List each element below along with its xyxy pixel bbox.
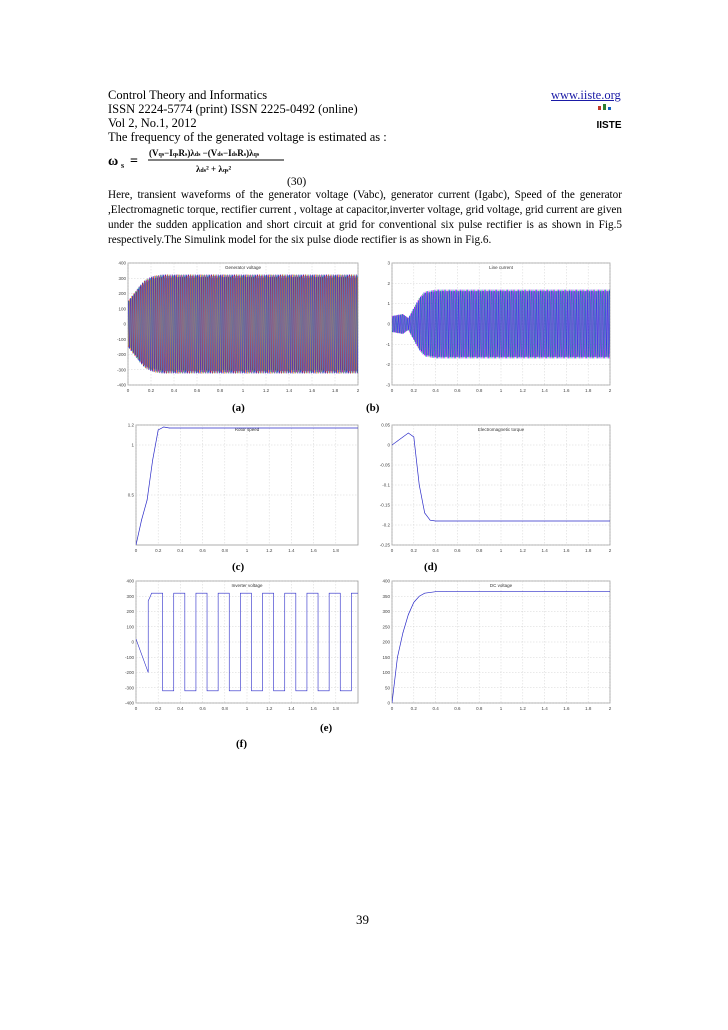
chart-rotor-speed	[116, 417, 364, 555]
y-tick-label: 0.05	[381, 422, 390, 428]
x-tick-label: 1.4	[541, 388, 548, 393]
y-tick-label: 200	[382, 639, 390, 645]
chart-title: Rotor speed	[234, 427, 260, 432]
chart-title: DC voltage	[489, 583, 513, 588]
x-tick-label: 1.4	[285, 388, 293, 393]
series-point	[419, 485, 420, 486]
x-tick-label: 1.8	[332, 706, 339, 711]
x-tick-label: 0.4	[177, 548, 184, 553]
x-tick-label: 0.8	[476, 706, 483, 711]
chart-inverter-voltage	[116, 573, 364, 713]
x-tick-label: 0.6	[454, 706, 461, 711]
y-tick-label: -0.25	[379, 542, 390, 548]
y-tick-label: 0	[387, 442, 390, 448]
svg-text:λds² + λqs²: λds² + λqs²	[196, 164, 232, 174]
x-tick-label: 0	[126, 388, 130, 393]
y-tick-label: 100	[118, 306, 126, 312]
x-tick-label: 0.4	[177, 706, 184, 711]
x-tick-label: 1.4	[288, 706, 295, 711]
x-tick-label: 1	[499, 388, 503, 393]
frequency-equation	[108, 143, 308, 177]
series-point	[408, 433, 409, 434]
chart-generator-voltage	[108, 255, 364, 395]
x-tick-label: 0	[134, 548, 138, 553]
x-tick-label: 2	[608, 706, 612, 711]
x-tick-label: 1.6	[308, 388, 316, 393]
svg-text:IISTE: IISTE	[596, 120, 622, 131]
x-tick-label: 1	[499, 706, 503, 711]
x-tick-label: 0.2	[410, 548, 417, 553]
x-tick-label: 0	[390, 388, 394, 393]
y-tick-label: -300	[124, 685, 134, 691]
x-tick-label: 1.2	[519, 706, 526, 711]
series-point	[147, 500, 148, 501]
y-tick-label: -0.1	[382, 482, 390, 488]
series-point	[424, 513, 425, 514]
y-tick-label: -0.15	[379, 502, 390, 508]
x-tick-label: 1.2	[519, 548, 526, 553]
series-point	[424, 593, 425, 594]
y-tick-label: 300	[382, 609, 390, 614]
y-tick-label: 2	[387, 280, 390, 286]
page-number: 39	[356, 912, 369, 927]
equation-number: (30)	[287, 176, 307, 188]
y-tick-label: 0	[387, 700, 390, 706]
x-tick-label: 1.6	[563, 706, 570, 711]
x-tick-label: 0.2	[410, 388, 417, 393]
x-tick-label: 0.8	[476, 388, 483, 393]
x-tick-label: 1.8	[331, 388, 339, 393]
y-tick-label: 300	[118, 275, 126, 281]
y-tick-label: -200	[124, 670, 134, 675]
series-point	[446, 591, 447, 592]
series-point	[152, 460, 153, 461]
x-tick-label: 0.6	[454, 548, 461, 553]
x-tick-label: 1	[245, 548, 249, 553]
x-tick-label: 0.4	[170, 388, 178, 393]
y-tick-label: 100	[382, 670, 390, 675]
y-tick-label: -0.2	[382, 522, 390, 528]
y-tick-label: -2	[385, 362, 390, 368]
y-tick-label: 1.2	[127, 422, 134, 428]
y-tick-label: -0.05	[379, 462, 390, 468]
x-tick-label: 1.6	[310, 706, 317, 711]
x-tick-label: 1.6	[563, 388, 570, 393]
y-tick-label: 400	[118, 260, 126, 266]
series-point	[408, 614, 409, 615]
caption-d: (d)	[424, 561, 438, 573]
x-tick-label: 0	[390, 706, 394, 711]
x-tick-label: 0.8	[221, 706, 228, 711]
y-tick-label: 0	[387, 321, 390, 327]
chart-title: Line current	[489, 265, 513, 270]
chart-title: Electromagnetic torque	[477, 427, 525, 432]
caption-b: (b)	[366, 402, 380, 414]
svg-text:(Vqs−IqsRs)λds −(Vds−IdsRs)λqs: (Vqs−IqsRs)λds −(Vds−IdsRs)λqs	[149, 148, 260, 158]
x-tick-label: 1.4	[541, 548, 548, 553]
x-tick-label: 0.6	[454, 388, 461, 393]
x-tick-label: 1.8	[585, 388, 592, 393]
series-point	[414, 602, 415, 603]
chart-dc-voltage	[372, 573, 616, 713]
x-tick-label: 0.8	[221, 548, 228, 553]
series-point	[403, 633, 404, 634]
y-tick-label: -300	[116, 367, 126, 373]
x-tick-label: 0.4	[432, 388, 439, 393]
equation-lhs: ω	[108, 154, 119, 169]
series-group	[392, 290, 610, 359]
x-tick-label: 1.2	[266, 706, 273, 711]
y-tick-label: -200	[116, 352, 126, 357]
chart-line-current	[372, 255, 616, 395]
x-tick-label: 1.4	[541, 706, 548, 711]
x-tick-label: 0.4	[432, 706, 439, 711]
y-tick-label: 350	[382, 593, 390, 599]
x-tick-label: 0.8	[476, 548, 483, 553]
x-tick-label: 2	[356, 388, 360, 393]
x-tick-label: 1.6	[563, 548, 570, 553]
x-tick-label: 1.8	[332, 548, 339, 553]
x-tick-label: 1	[499, 548, 503, 553]
journal-title: Control Theory and Informatics	[108, 88, 268, 102]
y-tick-label: 400	[126, 578, 134, 584]
series-point	[435, 591, 436, 592]
y-tick-label: 200	[118, 291, 126, 296]
y-tick-label: -400	[124, 700, 134, 706]
y-tick-label: -3	[385, 382, 390, 388]
x-tick-label: 1.2	[266, 548, 273, 553]
series-point	[141, 520, 142, 521]
y-tick-label: 50	[384, 685, 390, 691]
series-point	[163, 427, 164, 428]
y-tick-label: -100	[116, 336, 126, 342]
y-tick-label: -400	[116, 382, 126, 388]
y-tick-label: 200	[126, 609, 134, 614]
y-tick-label: 300	[126, 593, 134, 599]
series-point	[158, 430, 159, 431]
x-tick-label: 2	[608, 548, 612, 553]
series-point	[397, 441, 398, 442]
x-tick-label: 1.6	[310, 548, 317, 553]
series-group	[128, 274, 358, 373]
svg-text:s: s	[121, 161, 125, 170]
chart-electromagnetic-torque	[372, 417, 616, 555]
x-tick-label: 0.2	[155, 548, 162, 553]
svg-text:=: =	[130, 154, 138, 169]
series-point	[169, 428, 170, 429]
y-tick-label: 0.5	[127, 492, 134, 498]
caption-f: (f)	[236, 738, 247, 750]
x-tick-label: 1	[241, 388, 245, 393]
series-point	[435, 521, 436, 522]
series-point	[430, 520, 431, 521]
y-tick-label: 0	[131, 639, 134, 645]
caption-a: (a)	[232, 402, 245, 414]
x-tick-label: 0.2	[155, 706, 162, 711]
x-tick-label: 2	[608, 388, 612, 393]
x-tick-label: 0.2	[147, 388, 155, 393]
y-tick-label: 3	[387, 260, 390, 266]
intro-sentence: The frequency of the generated voltage is estimated as :	[108, 130, 387, 144]
chart-title: Generator voltage	[224, 265, 262, 270]
x-tick-label: 0.2	[410, 706, 417, 711]
y-tick-label: 150	[382, 654, 390, 660]
x-tick-label: 1.2	[262, 388, 270, 393]
y-tick-label: 1	[131, 442, 134, 448]
series-point	[403, 437, 404, 438]
y-tick-label: 250	[382, 624, 390, 630]
x-tick-label: 0.4	[432, 548, 439, 553]
x-tick-label: 1	[245, 706, 249, 711]
x-tick-label: 0.8	[216, 388, 224, 393]
y-tick-label: 0	[123, 321, 126, 327]
caption-c: (c)	[232, 561, 245, 573]
y-tick-label: 100	[126, 624, 134, 630]
issn-line: ISSN 2224-5774 (print) ISSN 2225-0492 (online)	[108, 102, 358, 116]
iiste-logo	[596, 104, 622, 132]
series-point	[414, 437, 415, 438]
journal-url-link[interactable]: www.iiste.org	[551, 88, 621, 102]
x-tick-label: 0.6	[199, 706, 206, 711]
caption-e: (e)	[320, 722, 333, 734]
series-point	[419, 596, 420, 597]
y-tick-label: -100	[124, 654, 134, 660]
volume-line: Vol 2, No.1, 2012	[108, 116, 197, 130]
x-tick-label: 1.4	[288, 548, 295, 553]
x-tick-label: 0	[390, 548, 394, 553]
y-tick-label: 1	[387, 301, 390, 307]
series-point	[397, 657, 398, 658]
x-tick-label: 0.6	[199, 548, 206, 553]
body-paragraph: Here, transient waveforms of the generator voltage (Vabc), generator current (Igabc), Speed of the generator ,Electromagnetic torque, rectifier current , voltage at capacitor,inverter voltage, grid voltage, grid current are given under the sudden application and short circuit at grid for conventional six pulse rectifier is as shown in Fig.5 respectively.The Simulink model for the six pulse diode rectifier is as shown in Fig.6.	[108, 189, 622, 246]
y-tick-label: -1	[385, 341, 390, 347]
x-tick-label: 0.6	[193, 388, 201, 393]
x-tick-label: 0	[134, 706, 138, 711]
x-tick-label: 1.8	[585, 706, 592, 711]
y-tick-label: 400	[382, 578, 390, 584]
x-tick-label: 1.2	[519, 388, 526, 393]
chart-title: Inverter voltage	[231, 583, 263, 588]
x-tick-label: 1.8	[585, 548, 592, 553]
